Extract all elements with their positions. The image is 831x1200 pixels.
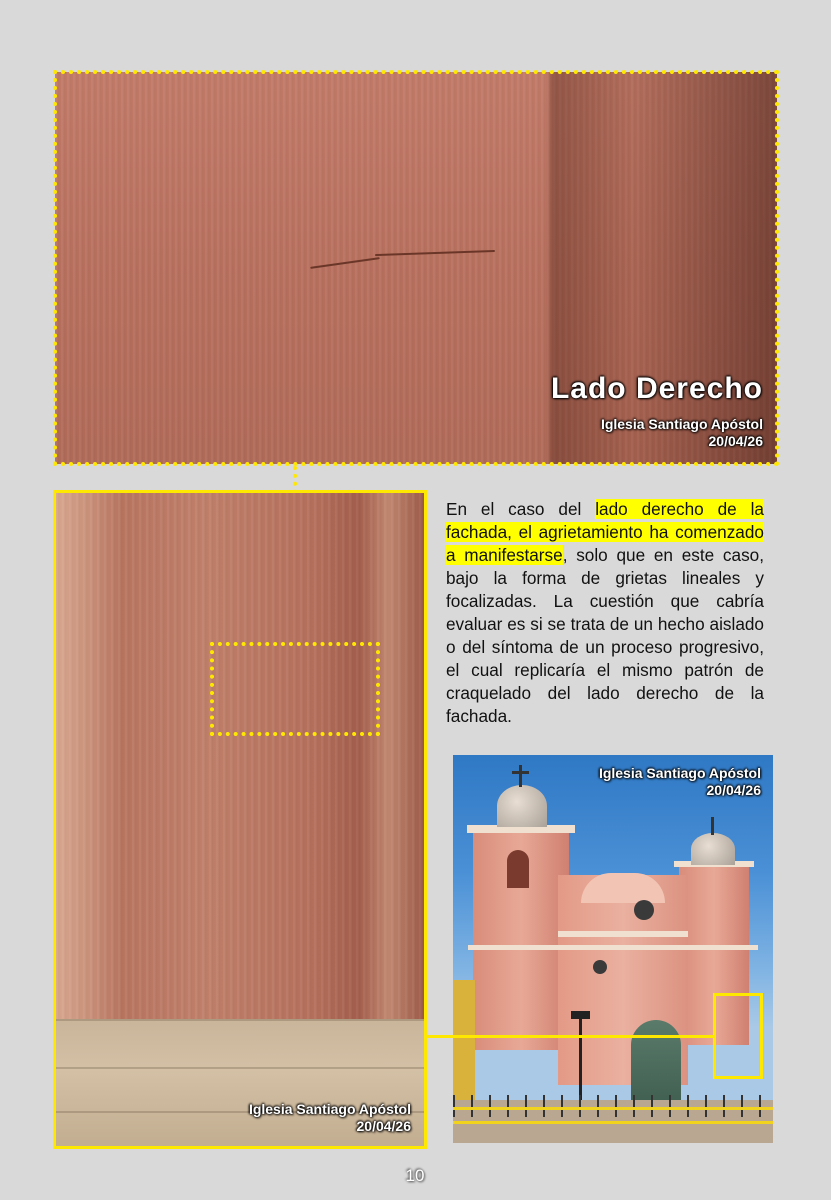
text-intro: En el caso del — [446, 499, 596, 519]
page-number: 10 — [405, 1166, 425, 1185]
left-photo-caption — [249, 1101, 411, 1135]
caption-location: Iglesia Santiago Apóstol — [248, 1101, 411, 1117]
location-connector-line — [425, 1035, 715, 1038]
pilaster-photo — [55, 492, 425, 1147]
wall-closeup-photo — [55, 72, 777, 464]
crack-mark — [310, 257, 380, 269]
right-photo-caption — [599, 765, 761, 799]
church-facade-photo — [453, 755, 773, 1143]
caption-date: 20/04/26 — [708, 433, 763, 449]
caption-location: Iglesia Santiago Apóstol — [600, 416, 763, 432]
photo-title: Lado Derecho — [550, 372, 763, 405]
text-rest: , solo que en este caso, bajo la forma de grietas lineales y focalizadas. La cuestión que cabría evaluar es si se trata de un hecho aislado o del síntoma de un proceso progresivo, el cual replicaría el mismo patrón de craquelado del lado derecho de la fachada. — [446, 545, 764, 726]
highlighted-text: lado derecho de la fachada, el agrietamiento ha comenzado a manifestarse — [446, 499, 764, 565]
caption-location: Iglesia Santiago Apóstol — [598, 765, 761, 781]
body-paragraph — [446, 498, 764, 728]
top-photo-caption — [551, 372, 763, 450]
caption-date: 20/04/26 — [356, 1118, 411, 1134]
caption-date: 20/04/26 — [706, 782, 761, 798]
crack-mark — [375, 250, 495, 256]
